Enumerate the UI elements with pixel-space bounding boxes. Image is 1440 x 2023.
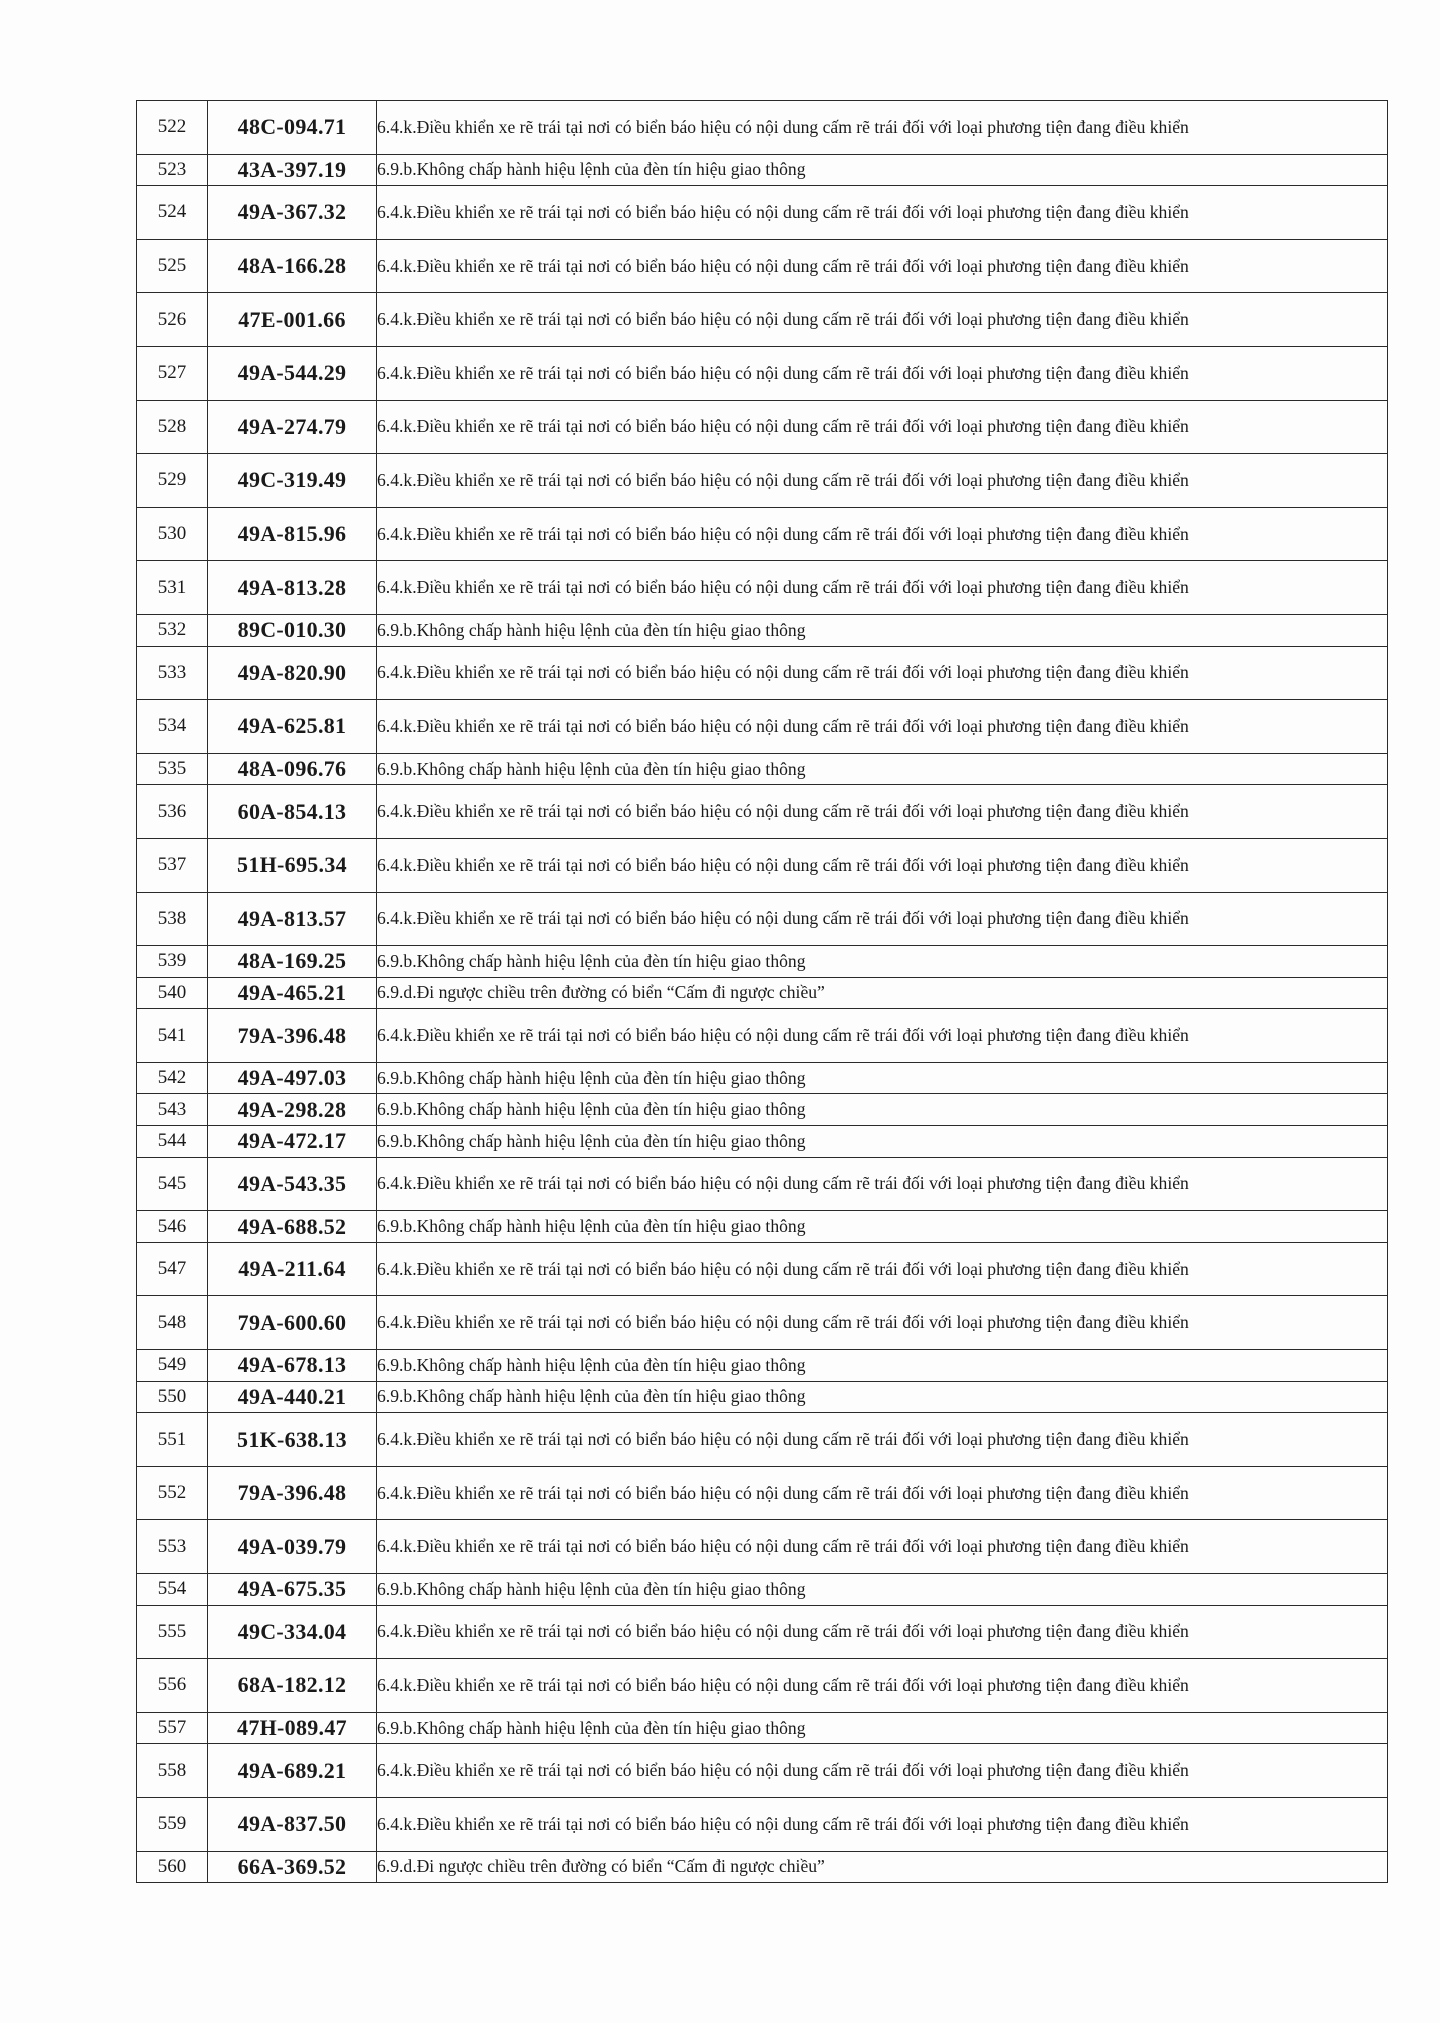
row-number-cell: 544 (137, 1126, 208, 1158)
violation-description-cell: 6.4.k.Điều khiển xe rẽ trái tại nơi có biển báo hiệu có nội dung cấm rẽ trái đối với loại phương tiện đang điều khiển (377, 1520, 1388, 1574)
license-plate-cell: 49A-678.13 (208, 1350, 377, 1382)
row-number-cell: 550 (137, 1381, 208, 1413)
violation-description-cell: 6.9.b.Không chấp hành hiệu lệnh của đèn tín hiệu giao thông (377, 1126, 1388, 1158)
license-plate-cell: 49A-815.96 (208, 507, 377, 561)
license-plate-cell: 49A-211.64 (208, 1242, 377, 1296)
license-plate-cell: 49A-820.90 (208, 646, 377, 700)
violation-description-cell: 6.4.k.Điều khiển xe rẽ trái tại nơi có biển báo hiệu có nội dung cấm rẽ trái đối với loại phương tiện đang điều khiển (377, 700, 1388, 754)
table-row (137, 186, 1388, 240)
row-number-cell: 557 (137, 1712, 208, 1744)
violation-description-cell: 6.9.b.Không chấp hành hiệu lệnh của đèn tín hiệu giao thông (377, 1574, 1388, 1606)
row-number-cell: 536 (137, 785, 208, 839)
row-number-cell: 541 (137, 1009, 208, 1063)
license-plate-cell: 60A-854.13 (208, 785, 377, 839)
row-number-cell: 527 (137, 346, 208, 400)
row-number-cell: 560 (137, 1851, 208, 1883)
row-number-cell: 545 (137, 1157, 208, 1211)
table-row (137, 454, 1388, 508)
violation-description-cell: 6.9.d.Đi ngược chiều trên đường có biển “Cấm đi ngược chiều” (377, 977, 1388, 1009)
license-plate-cell: 49A-625.81 (208, 700, 377, 754)
violation-description-cell: 6.4.k.Điều khiển xe rẽ trái tại nơi có biển báo hiệu có nội dung cấm rẽ trái đối với loại phương tiện đang điều khiển (377, 1413, 1388, 1467)
row-number-cell: 551 (137, 1413, 208, 1467)
violation-description-cell: 6.9.b.Không chấp hành hiệu lệnh của đèn tín hiệu giao thông (377, 1712, 1388, 1744)
table-row (137, 1574, 1388, 1606)
table-row (137, 1296, 1388, 1350)
violation-description-cell: 6.4.k.Điều khiển xe rẽ trái tại nơi có biển báo hiệu có nội dung cấm rẽ trái đối với loại phương tiện đang điều khiển (377, 454, 1388, 508)
row-number-cell: 546 (137, 1211, 208, 1243)
table-row (137, 1350, 1388, 1382)
license-plate-cell: 49A-837.50 (208, 1797, 377, 1851)
row-number-cell: 525 (137, 239, 208, 293)
license-plate-cell: 51H-695.34 (208, 838, 377, 892)
table-row (137, 1009, 1388, 1063)
violation-description-cell: 6.4.k.Điều khiển xe rẽ trái tại nơi có biển báo hiệu có nội dung cấm rẽ trái đối với loại phương tiện đang điều khiển (377, 239, 1388, 293)
license-plate-cell: 79A-600.60 (208, 1296, 377, 1350)
table-row (137, 1851, 1388, 1883)
table-row (137, 946, 1388, 978)
table-row (137, 154, 1388, 186)
license-plate-cell: 49A-689.21 (208, 1744, 377, 1798)
table-row (137, 400, 1388, 454)
table-row (137, 838, 1388, 892)
row-number-cell: 552 (137, 1466, 208, 1520)
violation-description-cell: 6.9.b.Không chấp hành hiệu lệnh của đèn tín hiệu giao thông (377, 1062, 1388, 1094)
violation-description-cell: 6.4.k.Điều khiển xe rẽ trái tại nơi có biển báo hiệu có nội dung cấm rẽ trái đối với loại phương tiện đang điều khiển (377, 1744, 1388, 1798)
table-row (137, 1659, 1388, 1713)
license-plate-cell: 48A-166.28 (208, 239, 377, 293)
row-number-cell: 547 (137, 1242, 208, 1296)
row-number-cell: 556 (137, 1659, 208, 1713)
table-row (137, 561, 1388, 615)
violation-description-cell: 6.4.k.Điều khiển xe rẽ trái tại nơi có biển báo hiệu có nội dung cấm rẽ trái đối với loại phương tiện đang điều khiển (377, 561, 1388, 615)
violation-description-cell: 6.9.b.Không chấp hành hiệu lệnh của đèn tín hiệu giao thông (377, 753, 1388, 785)
row-number-cell: 533 (137, 646, 208, 700)
row-number-cell: 549 (137, 1350, 208, 1382)
violation-description-cell: 6.4.k.Điều khiển xe rẽ trái tại nơi có biển báo hiệu có nội dung cấm rẽ trái đối với loại phương tiện đang điều khiển (377, 400, 1388, 454)
license-plate-cell: 49A-813.57 (208, 892, 377, 946)
row-number-cell: 540 (137, 977, 208, 1009)
violation-description-cell: 6.9.b.Không chấp hành hiệu lệnh của đèn tín hiệu giao thông (377, 1381, 1388, 1413)
row-number-cell: 539 (137, 946, 208, 978)
row-number-cell: 531 (137, 561, 208, 615)
row-number-cell: 538 (137, 892, 208, 946)
table-row (137, 293, 1388, 347)
license-plate-cell: 49C-319.49 (208, 454, 377, 508)
license-plate-cell: 48A-096.76 (208, 753, 377, 785)
license-plate-cell: 49A-813.28 (208, 561, 377, 615)
table-row (137, 1211, 1388, 1243)
table-row (137, 785, 1388, 839)
table-row (137, 1413, 1388, 1467)
table-row (137, 1126, 1388, 1158)
license-plate-cell: 79A-396.48 (208, 1466, 377, 1520)
license-plate-cell: 66A-369.52 (208, 1851, 377, 1883)
table-row (137, 614, 1388, 646)
table-row (137, 1466, 1388, 1520)
license-plate-cell: 48C-094.71 (208, 101, 377, 155)
table-row (137, 507, 1388, 561)
table-row (137, 1242, 1388, 1296)
license-plate-cell: 49A-543.35 (208, 1157, 377, 1211)
license-plate-cell: 89C-010.30 (208, 614, 377, 646)
row-number-cell: 522 (137, 101, 208, 155)
violations-table (136, 100, 1388, 1883)
license-plate-cell: 49A-544.29 (208, 346, 377, 400)
license-plate-cell: 49A-465.21 (208, 977, 377, 1009)
violation-description-cell: 6.9.b.Không chấp hành hiệu lệnh của đèn tín hiệu giao thông (377, 946, 1388, 978)
violation-description-cell: 6.4.k.Điều khiển xe rẽ trái tại nơi có biển báo hiệu có nội dung cấm rẽ trái đối với loại phương tiện đang điều khiển (377, 1296, 1388, 1350)
violation-description-cell: 6.4.k.Điều khiển xe rẽ trái tại nơi có biển báo hiệu có nội dung cấm rẽ trái đối với loại phương tiện đang điều khiển (377, 1242, 1388, 1296)
row-number-cell: 542 (137, 1062, 208, 1094)
license-plate-cell: 43A-397.19 (208, 154, 377, 186)
table-row (137, 346, 1388, 400)
row-number-cell: 523 (137, 154, 208, 186)
table-row (137, 977, 1388, 1009)
violation-description-cell: 6.9.d.Đi ngược chiều trên đường có biển “Cấm đi ngược chiều” (377, 1851, 1388, 1883)
violation-description-cell: 6.4.k.Điều khiển xe rẽ trái tại nơi có biển báo hiệu có nội dung cấm rẽ trái đối với loại phương tiện đang điều khiển (377, 1157, 1388, 1211)
license-plate-cell: 68A-182.12 (208, 1659, 377, 1713)
license-plate-cell: 51K-638.13 (208, 1413, 377, 1467)
table-row (137, 1381, 1388, 1413)
table-row (137, 892, 1388, 946)
row-number-cell: 559 (137, 1797, 208, 1851)
row-number-cell: 529 (137, 454, 208, 508)
violations-table-body (137, 101, 1388, 1883)
violation-description-cell: 6.4.k.Điều khiển xe rẽ trái tại nơi có biển báo hiệu có nội dung cấm rẽ trái đối với loại phương tiện đang điều khiển (377, 1009, 1388, 1063)
violation-description-cell: 6.9.b.Không chấp hành hiệu lệnh của đèn tín hiệu giao thông (377, 614, 1388, 646)
violation-description-cell: 6.9.b.Không chấp hành hiệu lệnh của đèn tín hiệu giao thông (377, 1094, 1388, 1126)
row-number-cell: 558 (137, 1744, 208, 1798)
violation-description-cell: 6.4.k.Điều khiển xe rẽ trái tại nơi có biển báo hiệu có nội dung cấm rẽ trái đối với loại phương tiện đang điều khiển (377, 838, 1388, 892)
row-number-cell: 528 (137, 400, 208, 454)
violation-description-cell: 6.4.k.Điều khiển xe rẽ trái tại nơi có biển báo hiệu có nội dung cấm rẽ trái đối với loại phương tiện đang điều khiển (377, 293, 1388, 347)
table-row (137, 1712, 1388, 1744)
row-number-cell: 554 (137, 1574, 208, 1606)
violation-description-cell: 6.9.b.Không chấp hành hiệu lệnh của đèn tín hiệu giao thông (377, 154, 1388, 186)
violation-description-cell: 6.4.k.Điều khiển xe rẽ trái tại nơi có biển báo hiệu có nội dung cấm rẽ trái đối với loại phương tiện đang điều khiển (377, 186, 1388, 240)
license-plate-cell: 48A-169.25 (208, 946, 377, 978)
row-number-cell: 535 (137, 753, 208, 785)
violation-description-cell: 6.4.k.Điều khiển xe rẽ trái tại nơi có biển báo hiệu có nội dung cấm rẽ trái đối với loại phương tiện đang điều khiển (377, 507, 1388, 561)
table-row (137, 239, 1388, 293)
violation-description-cell: 6.4.k.Điều khiển xe rẽ trái tại nơi có biển báo hiệu có nội dung cấm rẽ trái đối với loại phương tiện đang điều khiển (377, 785, 1388, 839)
row-number-cell: 534 (137, 700, 208, 754)
violation-description-cell: 6.9.b.Không chấp hành hiệu lệnh của đèn tín hiệu giao thông (377, 1211, 1388, 1243)
row-number-cell: 526 (137, 293, 208, 347)
violation-description-cell: 6.4.k.Điều khiển xe rẽ trái tại nơi có biển báo hiệu có nội dung cấm rẽ trái đối với loại phương tiện đang điều khiển (377, 892, 1388, 946)
violation-description-cell: 6.4.k.Điều khiển xe rẽ trái tại nơi có biển báo hiệu có nội dung cấm rẽ trái đối với loại phương tiện đang điều khiển (377, 346, 1388, 400)
license-plate-cell: 49A-298.28 (208, 1094, 377, 1126)
violation-description-cell: 6.4.k.Điều khiển xe rẽ trái tại nơi có biển báo hiệu có nội dung cấm rẽ trái đối với loại phương tiện đang điều khiển (377, 1466, 1388, 1520)
violation-description-cell: 6.4.k.Điều khiển xe rẽ trái tại nơi có biển báo hiệu có nội dung cấm rẽ trái đối với loại phương tiện đang điều khiển (377, 1659, 1388, 1713)
license-plate-cell: 49A-472.17 (208, 1126, 377, 1158)
row-number-cell: 532 (137, 614, 208, 646)
table-row (137, 1520, 1388, 1574)
license-plate-cell: 49A-688.52 (208, 1211, 377, 1243)
table-row (137, 700, 1388, 754)
table-row (137, 1744, 1388, 1798)
violation-description-cell: 6.4.k.Điều khiển xe rẽ trái tại nơi có biển báo hiệu có nội dung cấm rẽ trái đối với loại phương tiện đang điều khiển (377, 1797, 1388, 1851)
license-plate-cell: 49A-367.32 (208, 186, 377, 240)
table-row (137, 1062, 1388, 1094)
table-row (137, 1094, 1388, 1126)
violation-description-cell: 6.4.k.Điều khiển xe rẽ trái tại nơi có biển báo hiệu có nội dung cấm rẽ trái đối với loại phương tiện đang điều khiển (377, 646, 1388, 700)
row-number-cell: 537 (137, 838, 208, 892)
row-number-cell: 524 (137, 186, 208, 240)
license-plate-cell: 49A-039.79 (208, 1520, 377, 1574)
row-number-cell: 553 (137, 1520, 208, 1574)
license-plate-cell: 49A-274.79 (208, 400, 377, 454)
table-row (137, 646, 1388, 700)
license-plate-cell: 49A-497.03 (208, 1062, 377, 1094)
row-number-cell: 530 (137, 507, 208, 561)
table-row (137, 1605, 1388, 1659)
license-plate-cell: 49A-440.21 (208, 1381, 377, 1413)
license-plate-cell: 47H-089.47 (208, 1712, 377, 1744)
violation-description-cell: 6.9.b.Không chấp hành hiệu lệnh của đèn tín hiệu giao thông (377, 1350, 1388, 1382)
license-plate-cell: 47E-001.66 (208, 293, 377, 347)
table-row (137, 1797, 1388, 1851)
row-number-cell: 543 (137, 1094, 208, 1126)
row-number-cell: 548 (137, 1296, 208, 1350)
table-row (137, 1157, 1388, 1211)
table-row (137, 101, 1388, 155)
violation-description-cell: 6.4.k.Điều khiển xe rẽ trái tại nơi có biển báo hiệu có nội dung cấm rẽ trái đối với loại phương tiện đang điều khiển (377, 101, 1388, 155)
violation-description-cell: 6.4.k.Điều khiển xe rẽ trái tại nơi có biển báo hiệu có nội dung cấm rẽ trái đối với loại phương tiện đang điều khiển (377, 1605, 1388, 1659)
license-plate-cell: 79A-396.48 (208, 1009, 377, 1063)
license-plate-cell: 49C-334.04 (208, 1605, 377, 1659)
license-plate-cell: 49A-675.35 (208, 1574, 377, 1606)
row-number-cell: 555 (137, 1605, 208, 1659)
table-row (137, 753, 1388, 785)
